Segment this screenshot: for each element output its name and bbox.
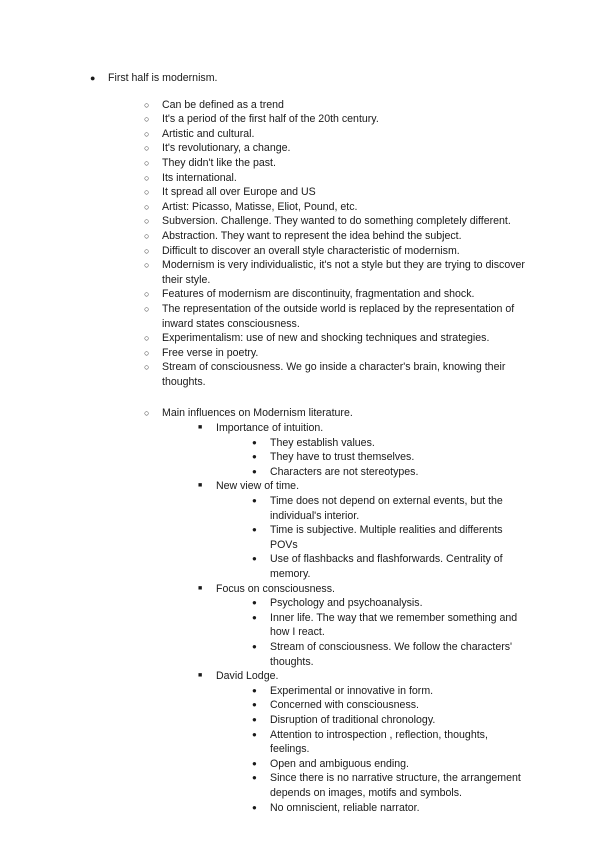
square-bullet-icon: ■ — [198, 672, 203, 680]
list-item-text: Abstraction. They want to represent the idea behind the subject. — [162, 229, 462, 242]
list-item-text: Stream of consciousness. We go inside a character's brain, knowing their thoughts. — [162, 361, 506, 388]
notes-list — [90, 71, 530, 815]
list-item-text: It spread all over Europe and US — [162, 186, 316, 199]
bullet-icon: ○ — [144, 114, 150, 125]
list-item-text: Attention to introspection , reflection, thoughts, feelings. — [270, 728, 488, 756]
bullet-icon: ● — [252, 598, 257, 608]
list-item-text: First half is modernism. — [108, 72, 218, 84]
list-item — [108, 98, 530, 113]
list-item — [108, 258, 530, 287]
list-item — [252, 436, 530, 451]
list-item-text: Time does not depend on external events, but the individual's interior. — [270, 495, 503, 522]
list-item — [108, 302, 530, 331]
list-item-text: Since there is no narrative structure, the arrangement depends on images, motifs and symbols. — [270, 772, 521, 799]
list-item — [252, 494, 530, 523]
list-item — [108, 360, 530, 389]
sub-list — [108, 98, 530, 816]
list-item — [252, 611, 530, 640]
list-item — [108, 244, 530, 259]
list-item-text: Open and ambiguous ending. — [270, 757, 410, 770]
bullet-icon: ○ — [144, 362, 150, 373]
list-item — [252, 698, 530, 713]
bullet-icon: ● — [252, 700, 257, 710]
list-item-text: Free verse in poetry. — [162, 346, 259, 359]
list-item-text: Modernism is very individualistic, it's not a style but they are trying to discover their style. — [162, 259, 525, 286]
influence-group-title: Importance of intuition. — [216, 422, 324, 435]
bullet-icon: ○ — [144, 187, 150, 198]
list-item — [108, 112, 530, 127]
bullet-icon: ○ — [144, 230, 150, 241]
influence-group — [198, 669, 530, 815]
list-item — [252, 465, 530, 480]
bullet-icon: ○ — [144, 408, 150, 419]
bullet-icon: ● — [252, 496, 257, 506]
list-item — [108, 200, 530, 215]
bullet-icon: ○ — [144, 289, 150, 300]
bullet-icon: ● — [252, 525, 257, 535]
list-item-text: Artist: Picasso, Matisse, Eliot, Pound, etc. — [162, 200, 358, 213]
list-item-text: Subversion. Challenge. They wanted to do something completely different. — [162, 215, 511, 228]
influence-group-title: Focus on consciousness. — [216, 582, 335, 595]
list-item-text: No omniscient, reliable narrator. — [270, 801, 420, 814]
influence-group-list — [198, 436, 530, 480]
list-item-text: Inner life. The way that we remember something and how I react. — [270, 611, 518, 639]
list-item-text: Concerned with consciousness. — [270, 699, 419, 712]
list-item — [252, 713, 530, 728]
influences-list — [144, 421, 530, 815]
bullet-icon: ○ — [144, 143, 150, 154]
list-item-text: The representation of the outside world is replaced by the representation of inward states consciousness. — [162, 302, 515, 330]
influence-group — [198, 421, 530, 479]
list-item-text: Can be defined as a trend — [162, 98, 284, 111]
list-item — [252, 523, 530, 552]
bullet-icon: ● — [252, 802, 257, 812]
list-item — [252, 450, 530, 465]
list-item — [108, 346, 530, 361]
bullet-icon: ○ — [144, 303, 150, 314]
square-bullet-icon: ■ — [198, 424, 203, 432]
bullet-icon: ● — [252, 729, 257, 739]
list-item — [108, 171, 530, 186]
list-item — [252, 801, 530, 816]
list-item — [252, 552, 530, 581]
list-item — [252, 757, 530, 772]
influence-group — [198, 582, 530, 670]
bullet-icon: ○ — [144, 99, 150, 110]
bullet-icon: ● — [252, 714, 257, 724]
list-item — [252, 684, 530, 699]
list-item — [108, 156, 530, 171]
influence-group-title: New view of time. — [216, 480, 300, 493]
list-item — [108, 331, 530, 346]
list-item-text: Features of modernism are discontinuity, fragmentation and shock. — [162, 288, 475, 301]
bullet-icon: ○ — [144, 157, 150, 168]
bullet-icon: ● — [252, 437, 257, 447]
bullet-icon: ● — [252, 452, 257, 462]
list-item — [90, 71, 530, 815]
square-bullet-icon: ■ — [198, 584, 203, 592]
list-item-text: Time is subjective. Multiple realities and differents POVs — [270, 524, 503, 551]
list-item-text: Experimental or innovative in form. — [270, 684, 434, 697]
list-item-text: They have to trust themselves. — [270, 451, 415, 464]
list-item — [108, 185, 530, 200]
bullet-icon: ○ — [144, 201, 150, 212]
bullet-icon: ● — [252, 554, 257, 564]
bullet-icon: ● — [252, 466, 257, 476]
bullet-icon: ● — [252, 773, 257, 783]
list-item-text: Difficult to discover an overall style characteristic of modernism. — [162, 244, 460, 257]
list-item — [108, 287, 530, 302]
influences-item — [108, 406, 530, 815]
bullet-icon: ○ — [144, 216, 150, 227]
list-item-text: It's revolutionary, a change. — [162, 142, 291, 155]
bullet-icon: ○ — [144, 128, 150, 139]
bullet-icon: ● — [252, 641, 257, 651]
list-item — [252, 728, 530, 757]
list-item — [108, 229, 530, 244]
square-bullet-icon: ■ — [198, 482, 203, 490]
bullet-icon: ○ — [144, 245, 150, 256]
list-item-text: Psychology and psychoanalysis. — [270, 597, 423, 610]
list-item-text: It's a period of the first half of the 20th century. — [162, 113, 379, 126]
bullet-icon: ○ — [144, 172, 150, 183]
bullet-icon: ○ — [144, 333, 150, 344]
list-item-text: Experimentalism: use of new and shocking techniques and strategies. — [162, 332, 490, 345]
bullet-icon: ● — [252, 612, 257, 622]
influence-group-list — [198, 684, 530, 815]
bullet-icon: ● — [90, 73, 96, 83]
list-item-text: Characters are not stereotypes. — [270, 465, 419, 478]
list-item — [252, 771, 530, 800]
list-item-text: They didn't like the past. — [162, 156, 276, 169]
list-item — [252, 596, 530, 611]
list-item-text: Use of flashbacks and flashforwards. Centrality of memory. — [270, 553, 503, 580]
list-item-text: Stream of consciousness. We follow the characters' thoughts. — [270, 640, 513, 668]
bullet-icon: ● — [252, 758, 257, 768]
bullet-icon: ○ — [144, 347, 150, 358]
influence-group-list — [198, 596, 530, 669]
list-item-text: Disruption of traditional chronology. — [270, 713, 436, 726]
influences-title: Main influences on Modernism literature. — [162, 407, 353, 420]
list-item-text: Artistic and cultural. — [162, 127, 255, 140]
list-item — [252, 640, 530, 669]
influence-group-title: David Lodge. — [216, 670, 279, 683]
list-item-text: They establish values. — [270, 436, 375, 449]
bullet-icon: ○ — [144, 260, 150, 271]
list-item — [108, 141, 530, 156]
influence-group-list — [198, 494, 530, 582]
list-item — [108, 214, 530, 229]
bullet-icon: ● — [252, 685, 257, 695]
list-item — [108, 127, 530, 142]
influence-group — [198, 479, 530, 581]
list-item-text: Its international. — [162, 171, 237, 184]
